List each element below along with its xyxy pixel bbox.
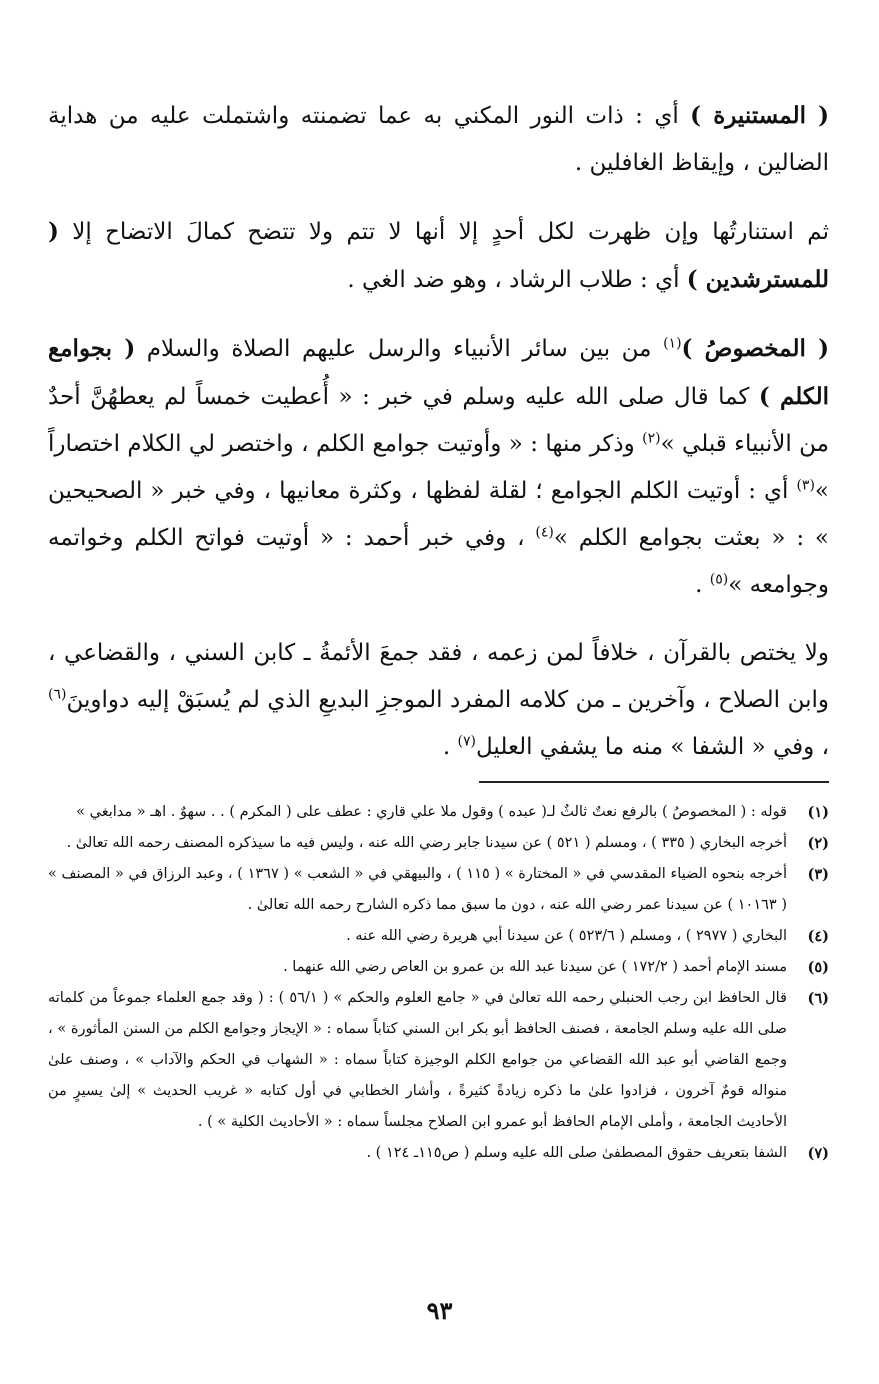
footnote-number: (٢) [807,835,829,852]
text-segment: كما قال صلى الله عليه وسلم في خبر : « أُعطيت خمساً لم يعطهُنَّ أحدٌ من الأنبياء قبلي » [48,384,830,457]
footnote [48,952,829,983]
footnote-marker: (٦) [48,686,67,703]
footnote [48,828,829,859]
footnote-separator [479,781,829,783]
footnote-marker: (٧) [457,733,476,750]
footnote-text: قوله : ( المخصوصُ ) بالرفع نعتٌ ثالثٌ لـ( عبده ) وقول ملا علي قاري : عطف على ( المكرم ) . . سهوٌ . اهـ « مدابغي » [76,804,787,820]
footnote-text: مسند الإمام أحمد ( ١٧٢/٢ ) عن سيدنا عبد الله بن عمرو بن العاص رضي الله عنهما . [283,959,787,975]
text-segment: . [442,734,458,760]
footnote [48,859,829,921]
footnote-number: (٧) [807,1145,829,1162]
text-segment: أي : ذات النور المكني به عما تضمنته واشتملت عليه من هداية الضالين ، وإيقاظ الغافلين . [48,103,829,176]
bold-term: ( للمسترشدين ) [48,218,829,293]
footnote-number: (٤) [807,928,829,945]
footnote [48,921,829,952]
footnote-marker: (٣) [796,477,815,494]
text-segment: ، وفي « الشفا » منه ما يشفي العليل [476,734,829,760]
text-segment: من بين سائر الأنبياء والرسل عليهم الصلاة والسلام [135,336,664,362]
text-segment: وذكر منها : « وأوتيت جوامع الكلم ، واختصر لي الكلام اختصاراً » [48,431,829,504]
text-segment: . [695,572,710,598]
main-text [48,92,829,771]
footnote-number: (٥) [807,959,829,976]
footnote [48,983,829,1138]
text-segment: أي : طلاب الرشاد ، وهو ضد الغي . [347,267,687,293]
footnote-text: أخرجه البخاري ( ٣٣٥ ) ، ومسلم ( ٥٢١ ) عن سيدنا جابر رضي الله عنه ، وليس فيه ما سيذكره المصنف رحمه الله تعالىٰ . [66,835,787,851]
footnote-marker: (٢) [642,430,661,447]
paragraph [48,208,829,304]
footnote-text: قال الحافظ ابن رجب الحنبلي رحمه الله تعالىٰ في « جامع العلوم والحكم » ( ٥٦/١ ) : ( وقد جمع العلماء جموعاً من كلماته صلى الله عليه وسلم الجامعة ، فصنف الحافظ أبو بكر ابن السني كتاباً سماه : « الإيجاز وجوامع الكلم من السنن المأثورة » ، وجمع القاضي أبو عبد الله القضاعي من جوامع الكلم الوجيزة كتاباً سماه : « الشهاب في الحكم والآداب » ، وصنف علىٰ منواله قومٌ آخرون ، فزادوا علىٰ ما ذكره زيادةً كثيرةً ، وأشار الخطابي في أول كتابه « غريب الحديث » إلىٰ يسيرٍ من الأحاديث الجامعة ، وأملى الإمام الحافظ أبو عمرو ابن الصلاح مجلساً سماه : « الأحاديث الكلية » ) . [48,990,787,1130]
paragraph [48,325,829,609]
footnote-number: (٦) [807,990,829,1007]
bold-term: ( المخصوصُ ) [681,335,829,362]
footnote-marker: (٤) [535,524,554,541]
text-segment: ، وفي خبر أحمد : « أوتيت فواتح الكلم وخواتمه وجوامعه » [48,525,829,598]
book-page [48,92,829,1384]
bold-term: ( بجوامع الكلم ) [48,335,829,410]
footnote-marker: (٥) [709,571,729,588]
footnote-marker: (١) [663,335,682,352]
footnote-number: (٣) [807,866,829,883]
text-segment: ثم استنارتُها وإن ظهرت لكل أحدٍ إلا أنها لا تتم ولا تتضح كمالَ الاتضاح إلا [58,219,829,245]
footnote-text: أخرجه بنحوه الضياء المقدسي في « المختارة » ( ١١٥ ) ، والبيهقي في « الشعب » ( ١٣٦٧ ) ، وعبد الرزاق في « المصنف » ( ١٠١٦٣ ) عن سيدنا عمر رضي الله عنه ، دون ما سبق مما ذكره الشارح رحمه الله تعالىٰ . [48,866,787,913]
footnotes [48,797,829,1169]
footnote-number: (١) [807,804,829,821]
footnote [48,797,829,828]
footnote [48,1138,829,1169]
footnote-text: الشفا بتعريف حقوق المصطفىٰ صلى الله عليه وسلم ( ص١١٥ـ ١٢٤ ) . [366,1145,787,1161]
bold-term: ( المستنيرة ) [690,102,829,129]
page-number: ٩٣ [426,1296,453,1325]
footnote-text: البخاري ( ٢٩٧٧ ) ، ومسلم ( ٥٢٣/٦ ) عن سيدنا أبي هريرة رضي الله عنه . [346,928,787,944]
text-segment: ولا يختص بالقرآن ، خلافاً لمن زعمه ، فقد جمعَ الأئمةُ ـ كابن السني ، والقضاعي ، وابن الصلاح ، وآخرين ـ من كلامه المفرد الموجزِ البديعِ الذي لم يُسبَقْ إليه دواوينَ [48,640,829,713]
paragraph [48,630,829,771]
paragraph [48,92,829,187]
text-segment: أي : أوتيت الكلم الجوامع ؛ لقلة لفظها ، وكثرة معانيها ، وفي خبر « الصحيحين » : « بعثت بجوامع الكلم » [48,478,829,551]
